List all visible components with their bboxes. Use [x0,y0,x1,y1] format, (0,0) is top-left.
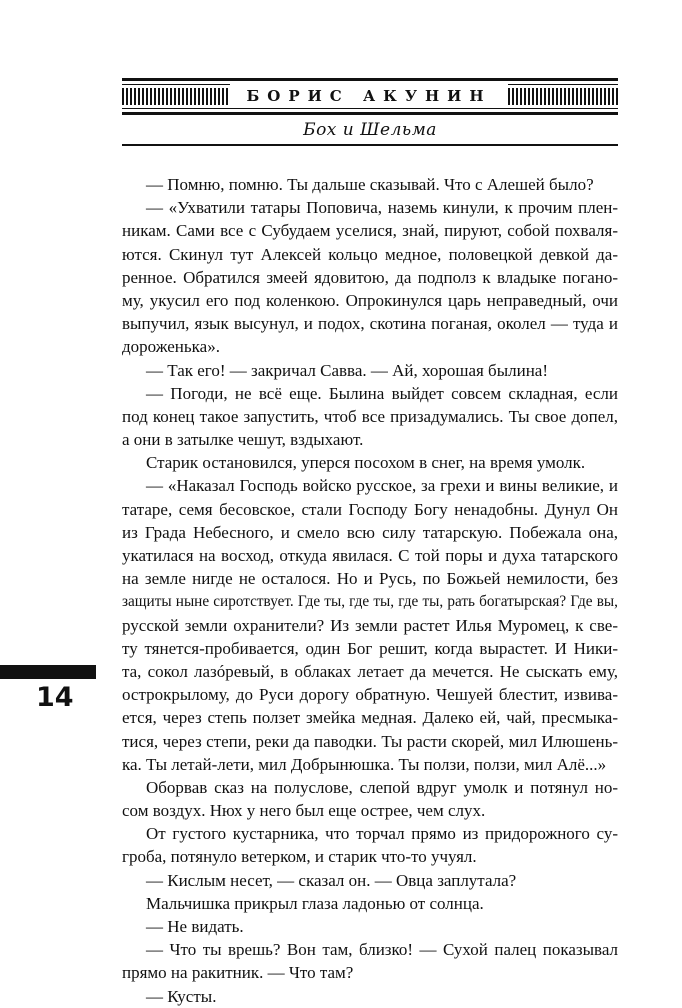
text-line: ка. Ты летай-лети, мил Добрынюшка. Ты ползи, ползи, мил Алё...» [122,754,607,774]
text-line: под конец такое запустить, чтоб все призадумались. Ты свое допел, [122,406,618,426]
text-line: острокрылому, до Руси дорогу обратную. Чешуей блестит, извива- [122,685,618,705]
text-line: защиты ныне сиротствует. Где ты, где ты, где ты, рать богатырская? Где вы, [122,593,618,611]
text-line: — Кусты. [146,986,217,1006]
text-line: на земле нигде не осталося. Но и Русь, по Божьей немилости, без [122,569,618,589]
text-line: Оборвав сказ на полуслове, слепой вдруг умолк и потянул но- [146,777,618,797]
text-line: татаре, семя бесовское, стали Господу Богу ненадобны. Дунул Он [122,499,618,519]
text-line: ется, через степь ползет змейка медная. Далеко ей, чай, пресмыка- [122,708,618,728]
text-line: тися, через степи, реки да паводки. Ты расти скорей, мил Илюшень- [122,731,618,751]
text-line: а они в затылке чешут, вздыхают. [122,430,364,450]
text-line: русской земли охранители? Из земли растет Илья Муромец, к све- [122,615,618,635]
text-line: От густого кустарника, что торчал прямо из придорожного су- [146,824,618,844]
header-rule-bottom [122,144,618,146]
text-line: — Кислым несет, — сказал он. — Овца заплутала? [146,870,517,890]
header-rule-mid-thin [122,108,618,109]
text-line: укатилася на восход, откуда явилася. С той поры и духа татарского [122,546,618,565]
text-line: — «Ухватили татары Поповича, наземь кинули, к прочим плен- [146,198,618,218]
text-line: Мальчишка прикрыл глаза ладонью от солнца. [146,893,484,913]
body-text [122,173,618,1008]
page-edge-bar [0,665,96,679]
text-line: Старик остановился, уперся посохом в снег, на время умолк. [146,453,586,473]
text-line: никам. Сами все с Субудаем уселися, знай, пируют, собой похваля- [122,221,618,241]
text-line: — Что ты врешь? Вон там, близко! — Сухой палец показывал [146,940,618,960]
text-line: ренное. Обратился змеей ядовитою, да подполз к владыке погано- [122,267,618,287]
page-number: 14 [36,682,74,713]
text-line: дороженька». [122,337,220,357]
header-rule-top-thick [122,78,618,81]
text-line: прямо на ракитник. — Что там? [122,963,354,983]
text-line: та, сокол лазóревый, в облаках летает да мечется. Не сыскать ему, [122,661,618,681]
text-line: из Града Небесного, и смело всю силу татарскую. Побежала она, [122,522,618,542]
header-hatch-right [508,88,618,105]
text-line: — Помню, помню. Ты дальше сказывай. Что с Алешей было? [146,175,594,194]
text-line: выпучил, язык высунул, и подох, скотина поганая, околел — туда и [122,314,618,334]
header-rule-mid-thick [122,112,618,115]
text-line: — Не видать. [146,917,244,936]
header-book-title: Бох и Шельма [303,120,437,140]
text-line: — Так его! — закричал Савва. — Ай, хорошая былина! [146,360,549,380]
header-author: БОРИС АКУНИН [230,84,508,108]
text-line: гроба, потянуло ветерком, и старик что-то учуял. [122,847,477,867]
header-hatch-left [122,88,230,105]
text-line: му, укусил его под коленкою. Опрокинулся царь неправедный, очи [122,290,618,310]
text-line: — «Наказал Господь войско русское, за грехи и вины великие, и [146,476,618,496]
text-line: сом воздух. Нюх у него был еще острее, чем слух. [122,801,486,821]
text-line: ту тянется-пробивается, один Бог решит, когда вырастет. И Ники- [122,638,618,658]
text-line: — Погоди, не всё еще. Былина выйдет совсем складная, если [146,383,618,403]
text-line: ются. Скинул тут Алексей кольцо медное, половецкой девкой да- [122,244,618,264]
